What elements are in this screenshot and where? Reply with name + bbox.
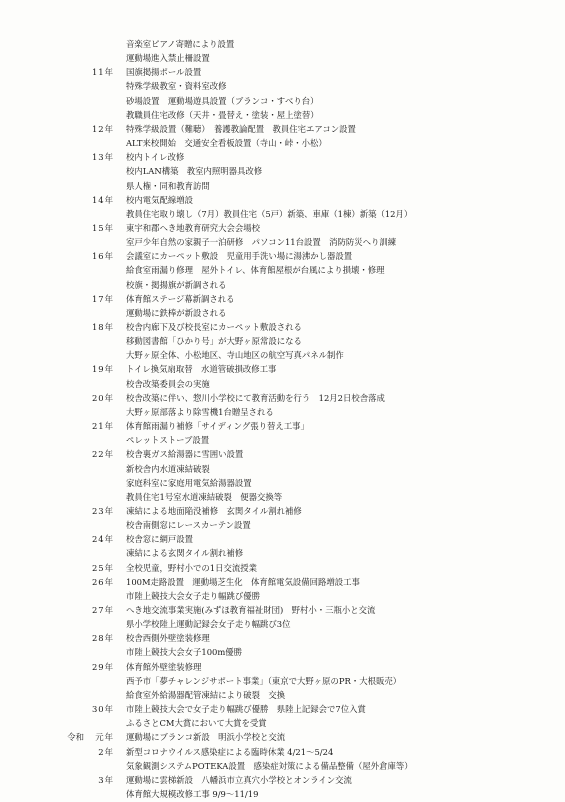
year-label: 27年 — [91, 605, 114, 615]
event-text: 教員住宅1号室水道凍結破裂 便器交換等 — [126, 491, 283, 502]
event-text: 校舎窓に網戸設置 — [126, 534, 193, 545]
era-label: 令和 — [67, 732, 84, 743]
year-label: 22年 — [91, 449, 114, 460]
event-text: へき地交流事業実施(みずほ教育福祉財団) 野村小・三瓶小と交流 — [126, 605, 376, 615]
event-text: 凍結による玄関タイル割れ補修 — [126, 548, 244, 559]
event-text: 校内LAN構築 教室内照明器具改修 — [126, 166, 263, 177]
year-label: 18年 — [91, 322, 114, 332]
event-text: 大野ヶ原全体、小松地区、寺山地区の航空写真パネル制作 — [126, 350, 344, 361]
event-text: 校舎内廊下及び校長室にカーペット敷設される — [126, 322, 302, 332]
year-label: 16年 — [91, 251, 114, 262]
event-text: 100M走路設置 運動場芝生化 体育館電気設備回路増設工事 — [126, 576, 360, 587]
event-text: 校旗・掲揚旗が新調される — [126, 279, 227, 290]
event-text: ふるさとCM大賞において大賞を受賞 — [126, 718, 267, 729]
event-text: 市陸上競技大会女子走り幅跳び優勝 — [126, 590, 260, 601]
event-text: 校舎裏ガス給湯器に雪囲い設置 — [126, 449, 244, 460]
event-text: 家庭科室に家庭用電気給湯器設置 — [126, 477, 252, 488]
event-text: 西予市「夢チャレンジサポート事業」（東京で大野ヶ原のPR・大根販売） — [126, 675, 402, 686]
event-text: 校内トイレ改修 — [126, 152, 185, 163]
year-label: 13年 — [91, 152, 114, 163]
event-text: 市陸上競技大会で女子走り幅跳び優勝 県陸上記録会で7位入賞 — [126, 704, 366, 715]
year-label: 17年 — [91, 293, 114, 304]
event-text: 校舎改築に伴い、惣川小学校にて教育活動を行う 12月2日校舎落成 — [126, 392, 385, 403]
event-text: 特殊学級設置（難聴） 養護教論配置 教員住宅エアコン設置 — [126, 123, 356, 134]
event-text: 東宇和郡へき地教育研究大会会場校 — [126, 222, 260, 233]
event-text: 体育館外壁塗装修理 — [126, 661, 202, 672]
event-text: 県小学校陸上運動記録会女子走り幅跳び3位 — [126, 619, 291, 630]
event-text: 移動図書館「ひかり号」が大野ヶ原常設になる — [126, 336, 302, 347]
year-label: 26年 — [91, 576, 114, 587]
event-text: 特殊学級教室・資料室改修 — [126, 81, 227, 92]
event-text: 会議室にカーペット敷設 児童用手洗い場に湯沸かし器設置 — [126, 251, 353, 262]
event-text: 市陸上競技大会女子100m優勝 — [126, 647, 243, 658]
event-text: 給食室外給湯器配管凍結により破裂 交換 — [126, 689, 286, 700]
event-text: 室戸少年自然の家親子一泊研修 パソコン11台設置 消防防災へり訓練 — [126, 237, 397, 248]
event-text: ALT来校開始 交通安全看板設置（寺山・峠・小松） — [126, 138, 327, 149]
year-label: 20年 — [91, 392, 114, 403]
event-text: ペレットストーブ設置 — [126, 435, 210, 446]
year-label: 15年 — [91, 222, 114, 233]
event-text: 校舎南側窓にレースカーテン設置 — [126, 520, 251, 531]
year-label: 25年 — [91, 562, 114, 573]
event-text: 国旗掲揚ポール設置 — [126, 67, 202, 78]
year-label: 29年 — [91, 661, 114, 672]
year-label: 11年 — [91, 67, 114, 78]
event-text: 校内電気配線増設 — [126, 194, 193, 205]
event-text: 気象観測システムPOTEKA設置 感染症対策による備品整備（屋外倉庫等） — [126, 760, 413, 771]
event-text: 運動場に雲梯新設 八幡浜市立真穴小学校とオンライン交流 — [126, 774, 352, 785]
event-text: 全校児童，野村小での1日交流授業 — [126, 562, 257, 573]
event-text: 運動場進入禁止柵設置 — [126, 53, 210, 64]
event-text: 音楽室ピアノ寄贈により設置 — [126, 39, 235, 49]
event-text: 体育館雨漏り補修「サイディング張り替え工事」 — [126, 421, 309, 432]
year-label: 14年 — [91, 194, 114, 205]
year-label: 30年 — [91, 704, 114, 715]
year-label: 21年 — [91, 421, 114, 432]
year-label: 23年 — [91, 505, 114, 516]
year-label: 元年 — [95, 732, 114, 743]
event-text: 凍結による地面陥没補修 玄関タイル割れ補修 — [126, 505, 302, 516]
year-label: 19年 — [91, 364, 114, 375]
event-text: 給食室雨漏り修理 屋外トイレ、体育館屋根が台風により損壊・修理 — [126, 265, 385, 276]
event-text: 新型コロナウイルス感染症による臨時休業 4/21～5/24 — [126, 746, 334, 757]
event-text: トイレ換気扇取替 水道管破損改修工事 — [126, 364, 277, 375]
event-text: 砂場設置 運動場遊具設置（ブランコ・すべり台） — [126, 95, 319, 106]
event-text: 新校舎内水道凍結破裂 — [126, 463, 210, 474]
event-text: 校舎改築委員会の実施 — [126, 378, 210, 389]
event-text: 教員住宅取り壊し（7月）教員住宅（5戸）新築、車庫（1棟）新築（12月） — [126, 208, 413, 219]
year-label: 12年 — [91, 123, 114, 134]
event-text: 県人権・同和教育訪問 — [126, 180, 210, 191]
year-label: 2年 — [98, 746, 114, 757]
event-text: 校舎西側外壁塗装修理 — [126, 633, 210, 644]
year-label: 24年 — [91, 534, 114, 545]
year-label: 3年 — [98, 774, 114, 785]
event-text: 大野ヶ原部落より除雪機1台贈呈される — [126, 406, 274, 417]
event-text: 教職員住宅改修（天井・畳替え・塗装・屋上塗替） — [126, 109, 319, 120]
year-label: 28年 — [91, 633, 114, 644]
event-text: 運動場に鉄棒が新設される — [126, 307, 227, 318]
event-text: 体育館大規模改修工事 9/9～11/19 — [126, 788, 259, 799]
event-text: 体育館ステージ幕新調される — [126, 293, 235, 304]
event-text: 運動場にブランコ新設 明浜小学校と交流 — [126, 732, 286, 743]
